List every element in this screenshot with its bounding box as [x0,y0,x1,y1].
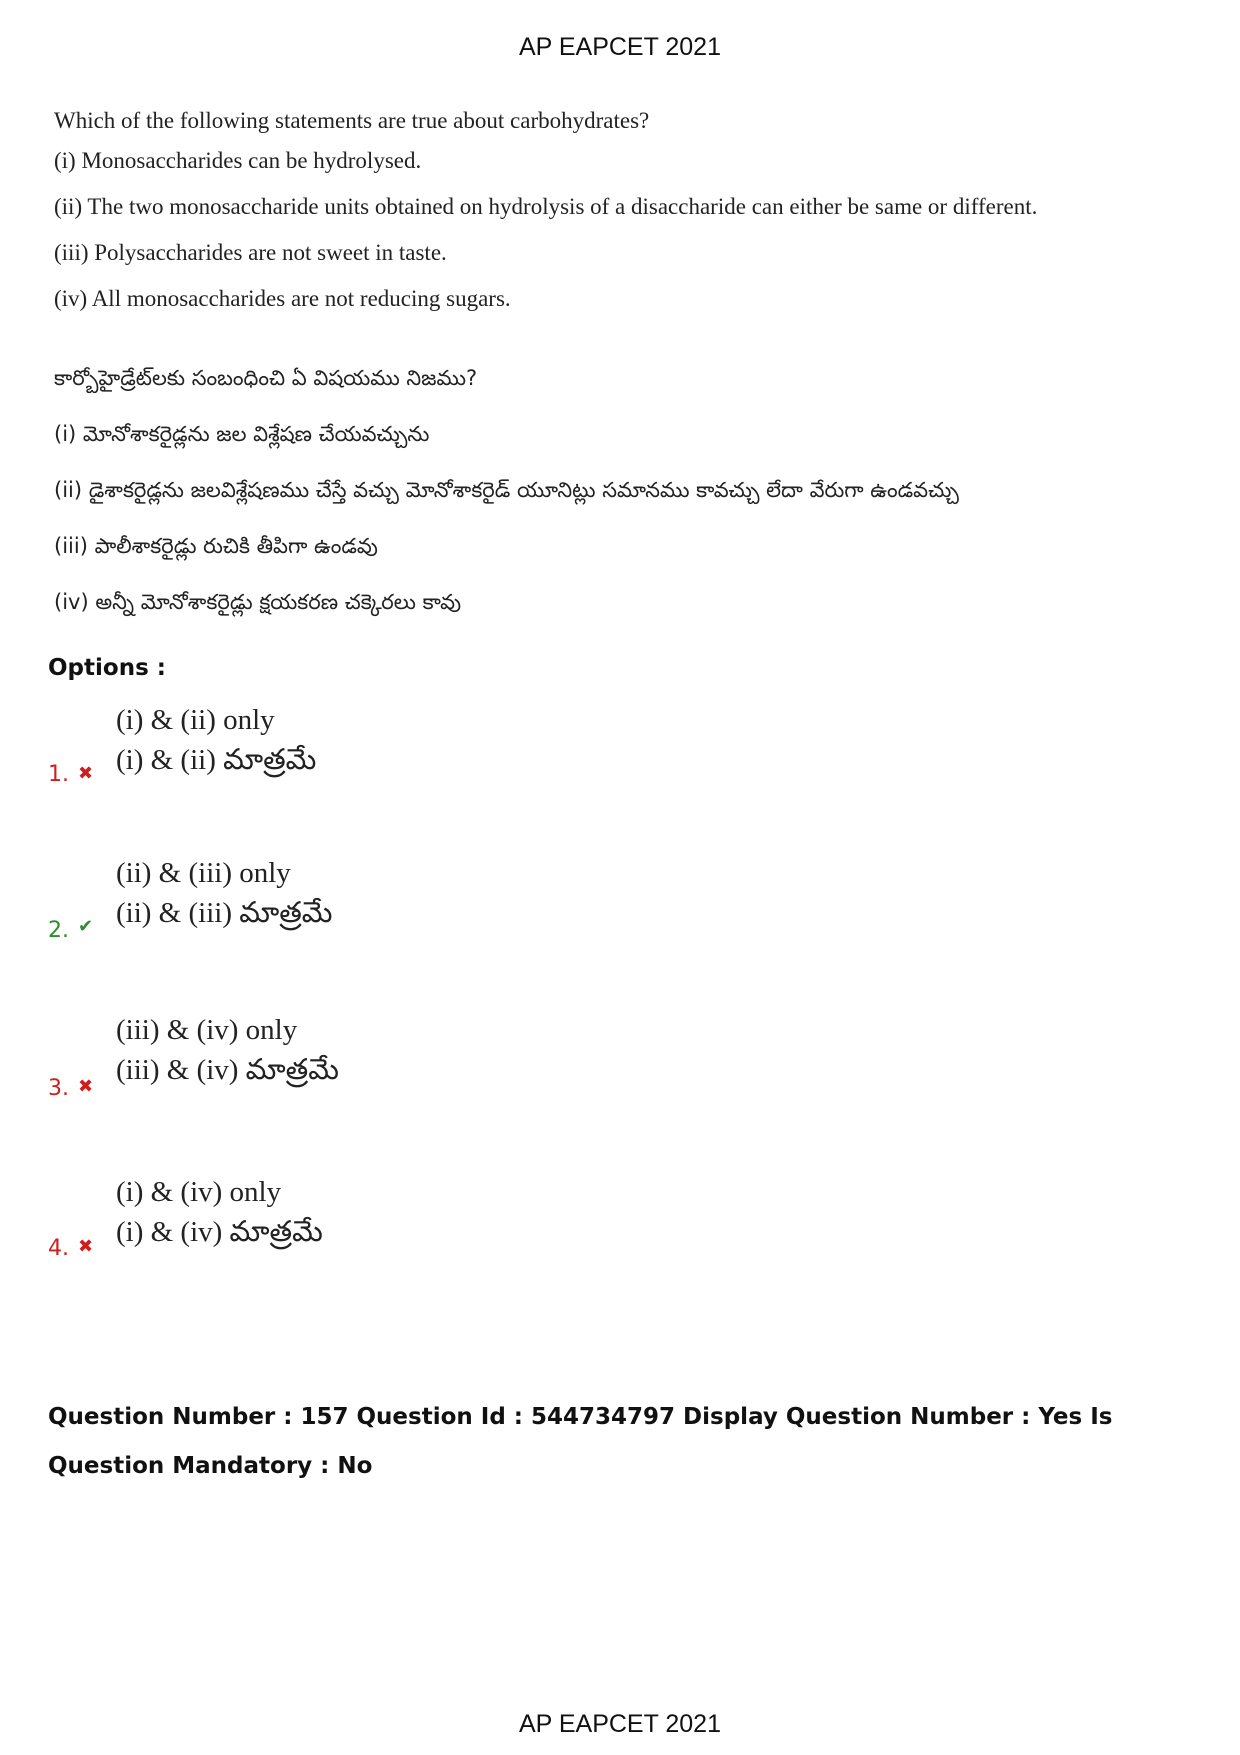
statement-english: (ii) The two monosaccharide units obtained on hydrolysis of a disaccharide can either be same or different. [54,194,1038,219]
question-metadata: Question Number : 157 Question Id : 544734797 Display Question Number : Yes Is Question Mandatory : No [48,1404,1113,1479]
statement-english: (iii) Polysaccharides are not sweet in taste. [54,240,447,265]
option-text [116,1172,323,1252]
wrong-mark-icon: ✖ [78,1076,94,1097]
page-header: AP EAPCET 2021 [519,33,721,61]
option-number: 1. [48,762,69,787]
option-number: 3. [48,1076,69,1101]
statement-telugu: (iii) పాలీశాకరైడ్లు రుచికి తీపిగా ఉండవు [54,534,378,558]
page-footer: AP EAPCET 2021 [519,1710,721,1738]
option-text-english: (iii) & (iv) only [116,1014,298,1046]
option-text [116,853,332,933]
option-text [116,1010,339,1090]
option-3 [48,1010,648,1120]
statement-telugu: (iv) అన్నీ మోనోశాకరైడ్లు క్షయకరణ చక్కెరలు కావు [54,590,462,614]
question-stem-telugu: కార్బోహైడ్రేట్‌లకు సంబంధించి ఏ విషయము నిజము? [54,366,478,390]
option-4 [48,1172,648,1282]
statement-telugu: (ii) డైశాకరైడ్లను జలవిశ్లేషణము చేస్తే వచ్చు మోనోశాకరైడ్ యూనిట్లు సమానము కావచ్చు లేదా వేరుగా ఉండవచ్చు [54,478,959,502]
option-text-english: (i) & (ii) only [116,704,275,736]
option-text-telugu: (ii) & (iii) మాత్రమే [116,897,333,929]
check-mark-icon: ✔ [78,916,94,937]
wrong-mark-icon: ✖ [78,1236,94,1257]
statement-telugu: (i) మోనోశాకరైడ్లను జల విశ్లేషణ చేయవచ్చును [54,422,430,446]
option-text-english: (i) & (iv) only [116,1176,282,1208]
options-label: Options : [48,655,166,681]
option-text [116,700,316,780]
option-text-english: (ii) & (iii) only [116,857,291,889]
question-stem-english: Which of the following statements are true about carbohydrates? [54,108,650,133]
option-number: 4. [48,1236,69,1261]
option-text-telugu: (i) & (ii) మాత్రమే [116,744,317,776]
statement-english: (i) Monosaccharides can be hydrolysed. [54,148,422,173]
option-text-telugu: (i) & (iv) మాత్రమే [116,1216,323,1248]
statement-english: (iv) All monosaccharides are not reducing sugars. [54,286,511,311]
option-text-telugu: (iii) & (iv) మాత్రమే [116,1054,339,1086]
question-english [54,104,1037,322]
question-telugu [54,358,959,638]
option-2 [48,853,648,963]
wrong-mark-icon: ✖ [78,763,94,784]
option-1 [48,700,648,810]
option-number: 2. [48,918,69,943]
